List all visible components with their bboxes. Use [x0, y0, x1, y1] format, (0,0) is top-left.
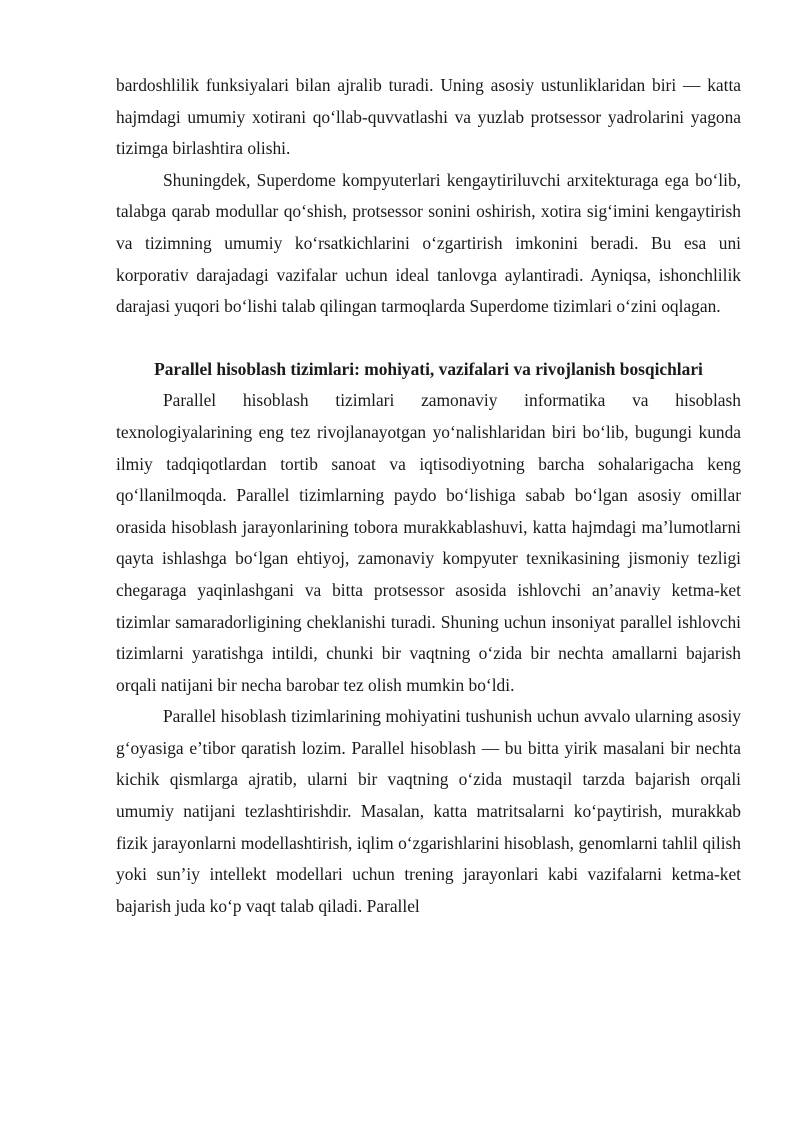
paragraph-superdome-scalability: Shuningdek, Superdome kompyuterlari kengaytiriluvchi arxitekturaga ega bo‘lib, talabga qarab modullar qo‘shish, protsessor sonini oshirish, xotira sig‘imini kengaytirish va tizimning umumiy ko‘rsatkichlarini o‘zgartirish imkonini beradi. Bu esa uni korporativ darajadagi vazifalar uchun ideal tanlovga aylantiradi. Ayniqsa, ishonchlilik darajasi yuqori bo‘lishi talab qilingan tarmoqlarda Superdome tizimlari o‘zini oqlagan. [116, 169, 741, 317]
paragraph-parallel-essence: Parallel hisoblash tizimlarining mohiyatini tushunish uchun avvalo ularning asosiy g‘oyasiga e’tibor qaratish lozim. Parallel hisoblash — bu bitta yirik masalani bir nechta kichik qismlarga ajratib, ularni bir vaqtning o‘zida mustaqil tarzda bajarish orqali umumiy natijani tezlashtirishdir. Masalan, katta matritsalarni ko‘paytirish, murakkab fizik jarayonlarni modellashtirish, iqlim o‘zgarishlarini hisoblash, genomlarni tahlil qilish yoki sun’iy intellekt modellari uchun trening jarayonlari kabi vazifalarni ketma-ket bajarish juda ko‘p vaqt talab qiladi. Parallel [116, 706, 741, 916]
document-page [116, 70, 741, 922]
section-heading: Parallel hisoblash tizimlari: mohiyati, vazifalari va rivojlanish bosqichlari [154, 358, 703, 379]
paragraph-parallel-intro: Parallel hisoblash tizimlari zamonaviy informatika va hisoblash texnologiyalarining eng tez rivojlanayotgan yo‘nalishlaridan biri bo‘lib, bugungi kunda ilmiy tadqiqotlardan tortib sanoat va iqtisodiyotning barcha sohalarigacha keng qo‘llanilmoqda. Parallel tizimlarning paydo bo‘lishiga sabab bo‘lgan asosiy omillar orasida hisoblash jarayonlarining tobora murakkablashuvi, katta hajmdagi ma’lumotlarni qayta ishlashga bo‘lgan ehtiyoj, zamonaviy kompyuter texnikasining jismoniy tezligi chegaraga yaqinlashgani va bitta protsessor asosida ishlovchi an’anaviy ketma-ket tizimlar samaradorligining cheklanishi turadi. Shuning uchun insoniyat parallel ishlovchi tizimlarni yaratishga intildi, chunki bir vaqtning o‘zida bir nechta amallarni bajarish orqali natijani bir necha barobar tez olish mumkin bo‘ldi. [116, 390, 741, 695]
paragraph-continuation: bardoshlilik funksiyalari bilan ajralib turadi. Uning asosiy ustunliklaridan biri — katta hajmdagi umumiy xotirani qo‘llab-quvvatlashi va yuzlab protsessor yadrolarini yagona tizimga birlashtira olishi. [116, 75, 741, 159]
